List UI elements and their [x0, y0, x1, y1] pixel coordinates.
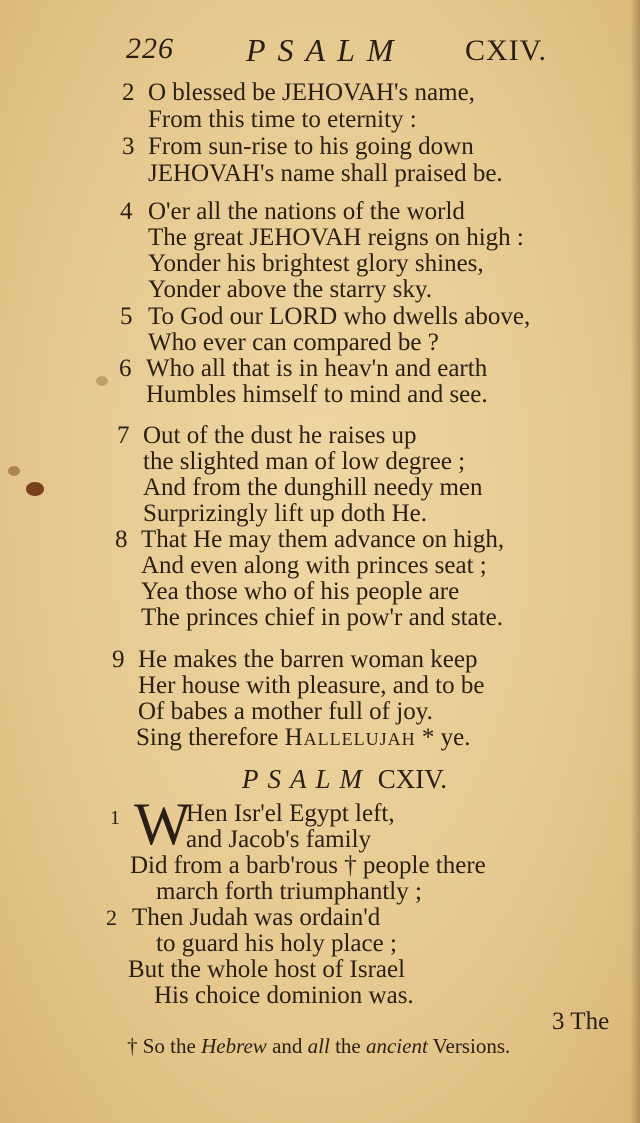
closing-line [136, 724, 470, 752]
verse-line: march forth triumphantly ; [156, 878, 422, 905]
verse-line: Then Judah was ordain'd [132, 904, 381, 931]
dagger-mark: † [127, 1034, 138, 1058]
verse-line: the slighted man of low degree ; [143, 448, 466, 475]
verse-number: 8 [115, 526, 128, 553]
running-title: PSALM [246, 32, 406, 68]
psalm-title [242, 764, 447, 795]
footnote-italic: Hebrew [201, 1034, 267, 1058]
verse-line: Yonder his brightest glory shines, [148, 250, 484, 277]
footnote-text: Versions. [432, 1034, 511, 1058]
verse-line: O blessed be JEHOVAH's name, [148, 79, 475, 106]
verse-line: His choice dominion was. [154, 982, 414, 1009]
verse-number: 1 [110, 807, 120, 829]
psalm-title-word: PSALM [242, 764, 371, 794]
verse-line: O'er all the nations of the world [148, 198, 465, 225]
verse-number: 3 [122, 133, 135, 160]
running-header [0, 30, 640, 70]
closing-prefix: Sing therefore [136, 724, 279, 751]
verse-line: JEHOVAH's name shall praised be. [148, 160, 503, 187]
verse-line: From sun-rise to his going down [148, 133, 474, 160]
verse-line: Her house with pleasure, and to be [138, 672, 485, 699]
verse-line: Yea those who of his people are [141, 578, 460, 605]
verse-line: Surprizingly lift up doth He. [143, 500, 427, 527]
verse-line: And from the dunghill needy men [143, 474, 483, 501]
verse-line: Humbles himself to mind and see. [146, 381, 488, 408]
verse-number: 9 [112, 646, 125, 673]
verse-line: Who ever can compared be ? [148, 329, 439, 356]
catchword: 3 The [552, 1008, 610, 1035]
verse-line: to guard his holy place ; [156, 930, 397, 957]
verse-number: 7 [117, 422, 130, 449]
verse-number: 5 [120, 303, 133, 330]
footnote-text: So the [142, 1034, 196, 1058]
verse-line: He makes the barren woman keep [138, 646, 478, 673]
verse-line: Hen Isr'el Egypt left, [186, 800, 395, 827]
ink-stain [26, 482, 44, 496]
verse-number: 2 [122, 79, 135, 106]
footnote [127, 1034, 510, 1059]
psalm-title-number: CXIV. [377, 764, 448, 794]
drop-cap: W [134, 791, 191, 857]
hallelujah-word: Hallelujah [284, 724, 416, 751]
verse-line: and Jacob's family [186, 826, 372, 853]
verse-line: That He may them advance on high, [141, 526, 505, 553]
footnote-text: and [272, 1034, 303, 1058]
verse-line: Of babes a mother full of joy. [138, 698, 433, 725]
footnote-text: the [335, 1034, 361, 1058]
footnote-italic: all [307, 1034, 330, 1058]
verse-line: Who all that is in heav'n and earth [146, 355, 488, 382]
running-psalm-number: CXIV. [465, 34, 547, 67]
page-number: 226 [126, 32, 174, 65]
verse-line: The princes chief in pow'r and state. [141, 604, 504, 631]
verse-number: 2 [106, 905, 117, 930]
verse-line: Yonder above the starry sky. [148, 276, 432, 303]
verse-line: From this time to eternity : [148, 106, 417, 133]
verse-line: The great JEHOVAH reigns on high : [148, 224, 524, 251]
verse-number: 6 [119, 355, 132, 382]
verse-number: 4 [120, 198, 133, 225]
page-edge-shadow [630, 0, 640, 1123]
verse-line: But the whole host of Israel [128, 956, 406, 983]
ink-stain [8, 466, 20, 476]
closing-suffix: * ye. [421, 724, 471, 751]
verse-line: And even along with princes seat ; [141, 552, 487, 579]
verse-line: Out of the dust he raises up [143, 422, 417, 449]
verse-line: Did from a barb'rous † people there [130, 852, 486, 879]
foxing-spot [96, 376, 108, 386]
footnote-italic: ancient [365, 1034, 428, 1058]
verse-line: To God our LORD who dwells above, [148, 303, 531, 330]
